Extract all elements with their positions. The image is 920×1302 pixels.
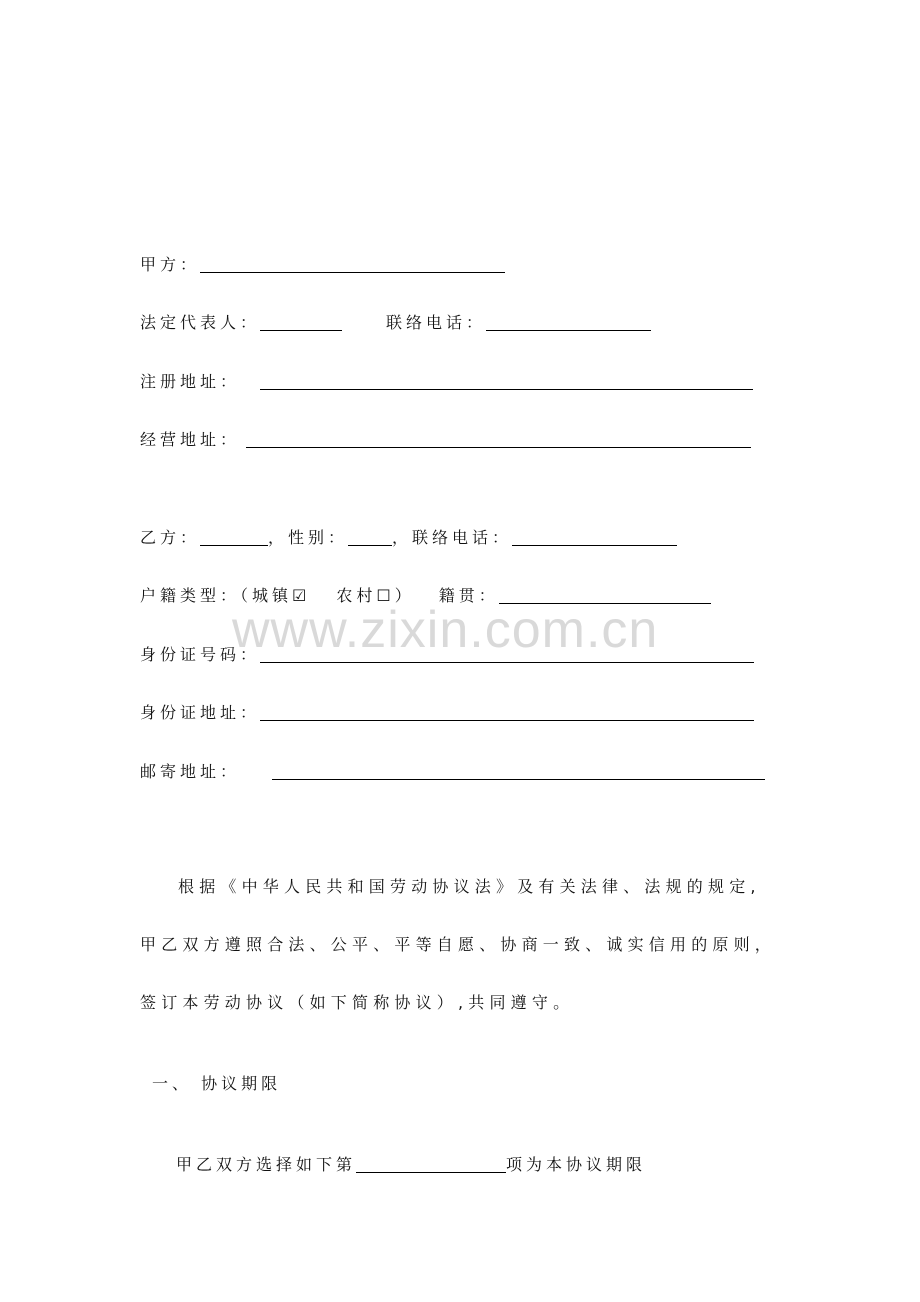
reg-address-row [140, 372, 753, 392]
mail-address-row [140, 762, 765, 782]
biz-address-row [140, 430, 751, 450]
biz-address-field[interactable] [246, 432, 751, 448]
party-b-name-field[interactable] [200, 530, 268, 546]
id-number-label: 身份证号码： [140, 645, 261, 664]
reg-address-field[interactable] [260, 374, 753, 390]
reg-address-label: 注册地址： [140, 372, 241, 391]
mail-address-field[interactable] [272, 764, 765, 780]
term-choice-field[interactable] [356, 1157, 506, 1173]
id-number-row [140, 645, 754, 665]
preamble-paragraph: 根据《中华人民共和国劳动协议法》及有关法律、法规的规定,甲乙双方遵照合法、公平、平等自愿、协商一致、诚实信用的原则，签订本劳动协议（如下简称协议）,共同遵守。 [140, 877, 777, 1012]
watermark: www.zixin.com.cn [232, 601, 659, 659]
biz-address-label: 经营地址： [140, 430, 241, 449]
rural-option[interactable]: 农村☐） [336, 586, 415, 605]
party-a-label: 甲方： [140, 255, 201, 274]
party-b-label: 乙方： [140, 528, 201, 547]
id-number-field[interactable] [260, 647, 754, 663]
party-a-name-field[interactable] [200, 257, 505, 273]
gender-field[interactable] [348, 530, 392, 546]
party-a-phone-label: 联络电话： [386, 313, 487, 332]
party-a-row [140, 255, 505, 275]
native-place-label: 籍贯： [438, 586, 499, 605]
party-b-phone-field[interactable] [512, 530, 677, 546]
id-address-row [140, 703, 754, 723]
legal-rep-row [140, 313, 651, 333]
legal-rep-field[interactable] [260, 315, 342, 331]
party-b-phone-label: ，联络电话： [392, 528, 513, 547]
term-choice-suffix: 项为本协议期限 [506, 1155, 647, 1174]
hukou-row [140, 586, 711, 606]
party-a-phone-field[interactable] [486, 315, 651, 331]
id-address-label: 身份证地址： [140, 703, 261, 722]
term-choice-row [176, 1155, 646, 1175]
section-1-heading: 一、 协议期限 [152, 1074, 282, 1093]
mail-address-label: 邮寄地址： [140, 762, 241, 781]
hukou-type-label: 户籍类型：（城镇☑ [140, 586, 311, 605]
id-address-field[interactable] [260, 705, 754, 721]
gender-label: ，性别： [268, 528, 349, 547]
native-place-field[interactable] [499, 588, 711, 604]
party-b-row [140, 528, 677, 548]
term-choice-prefix: 甲乙双方选择如下第 [176, 1155, 357, 1174]
legal-rep-label: 法定代表人： [140, 313, 261, 332]
